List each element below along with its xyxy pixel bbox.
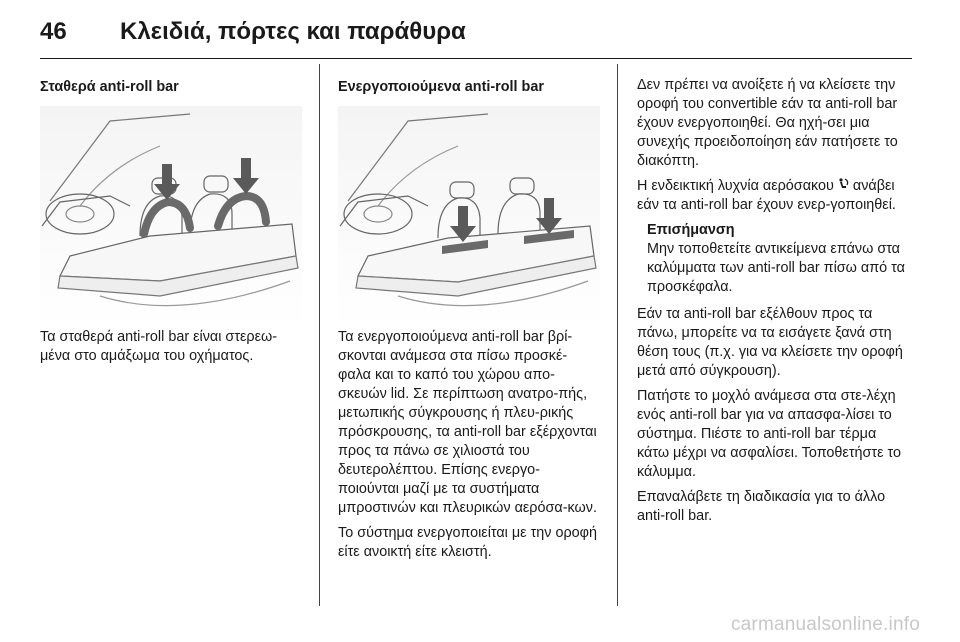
column-active-rollbar <box>338 60 600 606</box>
column-divider <box>319 64 320 606</box>
note-text: Μην τοποθετείτε αντικείμενα επάνω στα καλύμματα των anti-roll bar πίσω από τα προσκέφαλα. <box>647 241 905 295</box>
fixed-rollbar-illustration <box>40 106 302 328</box>
section-heading-active: Ενεργοποιούμενα anti-roll bar <box>338 79 544 95</box>
note-box <box>647 221 907 297</box>
active-rollbar-roof-note: Το σύστημα ενεργοποιείται με την οροφή είτε ανοικτή είτε κλειστή. <box>338 525 597 560</box>
column-instructions <box>637 76 907 606</box>
page-number: 46 <box>40 18 67 45</box>
roof-warning-paragraph: Δεν πρέπει να ανοίξετε ή να κλείσετε την οροφή του convertible εάν τα anti-roll bar έχουν ενεργοποιηθεί. Θα ηχή-σει μια συνεχής προειδοποίηση εάν πατήσετε το διακόπτη. <box>637 77 898 169</box>
lever-instructions-paragraph: Πατήστε το μοχλό ανάμεσα στα στε-λέχη ενός anti-roll bar για να απασφα-λίσει το σύστημα. Πιέστε το anti-roll bar τέρμα κάτω μέχρι να ασφαλίσει. Τοποθετήστε το κάλυμμα. <box>637 388 901 480</box>
active-rollbar-illustration <box>338 106 600 328</box>
note-title: Επισήμανση <box>647 222 735 238</box>
fixed-rollbar-caption: Τα σταθερά anti-roll bar είναι στερεω-μένα στο αμάξωμα του οχήματος. <box>40 329 278 364</box>
section-heading-fixed: Σταθερά anti-roll bar <box>40 79 179 95</box>
airbag-light-text-start: Η ενδεικτική λυχνία αερόσακου <box>637 178 834 194</box>
header-rule <box>40 58 912 59</box>
page-header <box>40 12 466 52</box>
column-fixed-rollbar <box>40 60 302 606</box>
watermark: carmanualsonline.info <box>730 614 920 635</box>
active-rollbar-description: Τα ενεργοποιούμενα anti-roll bar βρί-σκονται ανάμεσα στα πίσω προσκέ-φαλα και το καπό του χώρου απο-σκευών lid. Σε περίπτωση ανατρο-πής, μετωπικής σύγκρουσης ή πλευ-ρικής πρόσκρουσης, τα anti-roll bar εξέρχονται προς τα πάνω σε χιλιοστά του δευτερολέπτου. Επίσης ενεργο-ποιούνται μαζί με τα συστήματα μπροστινών και πλευρικών αερόσα-κων. <box>338 329 597 516</box>
airbag-light-text-end: ανάβει εάν τα anti-roll bar έχουν ενερ-γοποιηθεί. <box>637 178 896 213</box>
column-divider <box>617 64 618 606</box>
page-title: Κλειδιά, πόρτες και παράθυρα <box>120 18 466 45</box>
airbag-light-paragraph <box>637 177 907 215</box>
airbag-warning-icon <box>838 178 849 191</box>
repeat-paragraph: Επαναλάβετε τη διαδικασία για το άλλο anti-roll bar. <box>637 489 886 524</box>
reinsert-paragraph: Εάν τα anti-roll bar εξέλθουν προς τα πάνω, μπορείτε να τα εισάγετε ξανά στη θέση τους (π.χ. για να κλείσετε την οροφή μετά από σύγκρουση). <box>637 306 903 379</box>
